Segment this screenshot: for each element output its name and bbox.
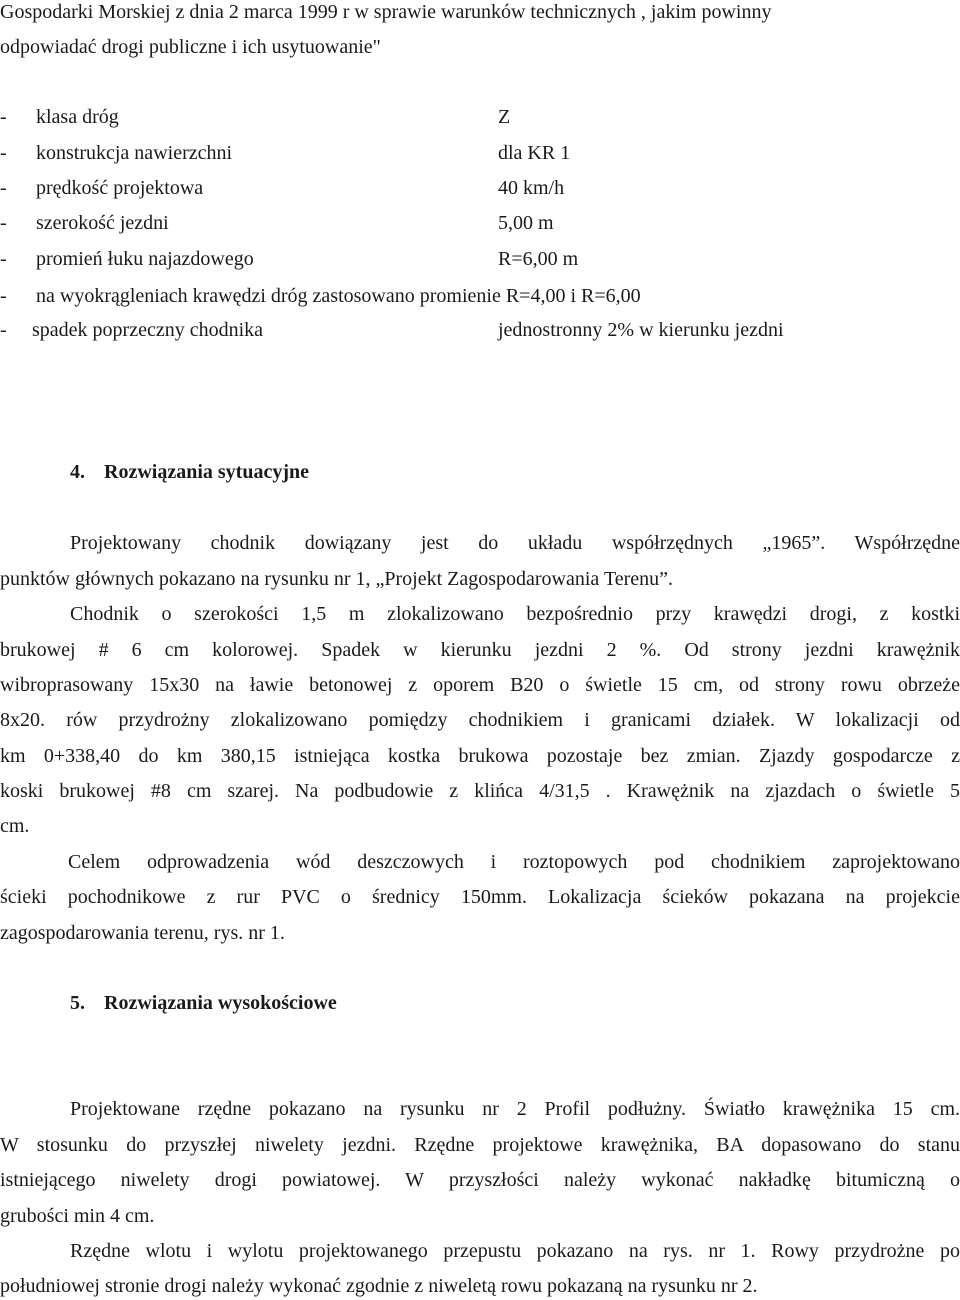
section-title: Rozwiązania sytuacyjne (104, 461, 309, 483)
spec-item (0, 176, 960, 200)
paragraph-line: brukowej # 6 cm kolorowej. Spadek w kierunku jezdni 2 %. Od strony jezdni krawężnik (0, 639, 960, 661)
spec-dash: - (0, 319, 7, 341)
paragraph-line: Celem odprowadzenia wód deszczowych i roztopowych pod chodnikiem zaprojektowano (68, 851, 960, 873)
spec-label: na wyokrągleniach krawędzi dróg zastosowano promienie R=4,00 i R=6,00 (36, 285, 641, 307)
paragraph-line: Rzędne wlotu i wylotu projektowanego przepustu pokazano na rys. nr 1. Rowy przydrożne po (70, 1240, 960, 1262)
spec-item (0, 284, 960, 308)
spec-dash: - (0, 106, 7, 128)
paragraph-line: cm. (0, 815, 30, 837)
paragraph-line: W stosunku do przyszłej niwelety jezdni. Rzędne projektowe krawężnika, BA dopasowano do stanu (0, 1134, 960, 1156)
paragraph-line: 8x20. rów przydrożny zlokalizowano pomiędzy chodnikiem i granicami działek. W lokalizacji od (0, 709, 960, 731)
paragraph-line: km 0+338,40 do km 380,15 istniejąca kostka brukowa pozostaje bez zmian. Zjazdy gospodarcze z (0, 745, 960, 767)
spec-value: Z (498, 106, 511, 128)
section-number: 4. (70, 461, 85, 483)
intro-line-1: Gospodarki Morskiej z dnia 2 marca 1999 r w sprawie warunków technicznych , jakim powinny (0, 1, 772, 23)
spec-item (0, 105, 960, 129)
spec-dash: - (0, 248, 7, 270)
intro-line-2: odpowiadać drogi publiczne i ich usytuowanie" (0, 36, 381, 58)
spec-label: promień łuku najazdowego (36, 248, 254, 270)
spec-label: klasa dróg (36, 106, 119, 128)
spec-dash: - (0, 142, 7, 164)
paragraph-line: wibroprasowany 15x30 na ławie betonowej z oporem B20 o świetle 15 cm, od strony rowu obrzeże (0, 674, 960, 696)
paragraph-line: zagospodarowania terenu, rys. nr 1. (0, 922, 285, 944)
paragraph-line: koski brukowej #8 cm szarej. Na podbudowie z klińca 4/31,5 . Krawężnik na zjazdach o świetle 5 (0, 780, 960, 802)
spec-dash: - (0, 177, 7, 199)
paragraph-line: Chodnik o szerokości 1,5 m zlokalizowano bezpośrednio przy krawędzi drogi, z kostki (70, 603, 960, 625)
spec-value: jednostronny 2% w kierunku jezdni (498, 319, 784, 341)
spec-dash: - (0, 212, 7, 234)
section-title: Rozwiązania wysokościowe (104, 992, 337, 1014)
spec-label: spadek poprzeczny chodnika (32, 319, 264, 341)
spec-value: R=6,00 m (498, 248, 579, 270)
spec-value: 40 km/h (498, 177, 565, 199)
paragraph-line: Projektowane rzędne pokazano na rysunku nr 2 Profil podłużny. Światło krawężnika 15 cm. (70, 1098, 960, 1120)
spec-value: dla KR 1 (498, 142, 571, 164)
spec-item (0, 141, 960, 165)
spec-item (0, 211, 960, 235)
spec-item (0, 318, 960, 342)
section-number: 5. (70, 992, 85, 1014)
section-5-heading (70, 991, 337, 1015)
spec-label: konstrukcja nawierzchni (36, 142, 233, 164)
spec-dash: - (0, 285, 7, 307)
spec-label: prędkość projektowa (36, 177, 204, 199)
spec-item (0, 247, 960, 271)
spec-value: 5,00 m (498, 212, 554, 234)
paragraph-line: ścieki pochodnikowe z rur PVC o średnicy 150mm. Lokalizacja ścieków pokazana na projekcie (0, 886, 960, 908)
paragraph-line: punktów głównych pokazano na rysunku nr 1, „Projekt Zagospodarowania Terenu”. (0, 568, 674, 590)
section-4-heading (70, 460, 309, 484)
paragraph-line: południowej stronie drogi należy wykonać zgodnie z niweletą rowu pokazaną na rysunku nr 2. (0, 1275, 758, 1297)
paragraph-line: istniejącego niwelety drogi powiatowej. W przyszłości należy wykonać nakładkę bitumiczną o (0, 1169, 960, 1191)
paragraph-line: Projektowany chodnik dowiązany jest do układu współrzędnych „1965”. Współrzędne (70, 532, 960, 554)
paragraph-line: grubości min 4 cm. (0, 1205, 155, 1227)
spec-label: szerokość jezdni (36, 212, 169, 234)
